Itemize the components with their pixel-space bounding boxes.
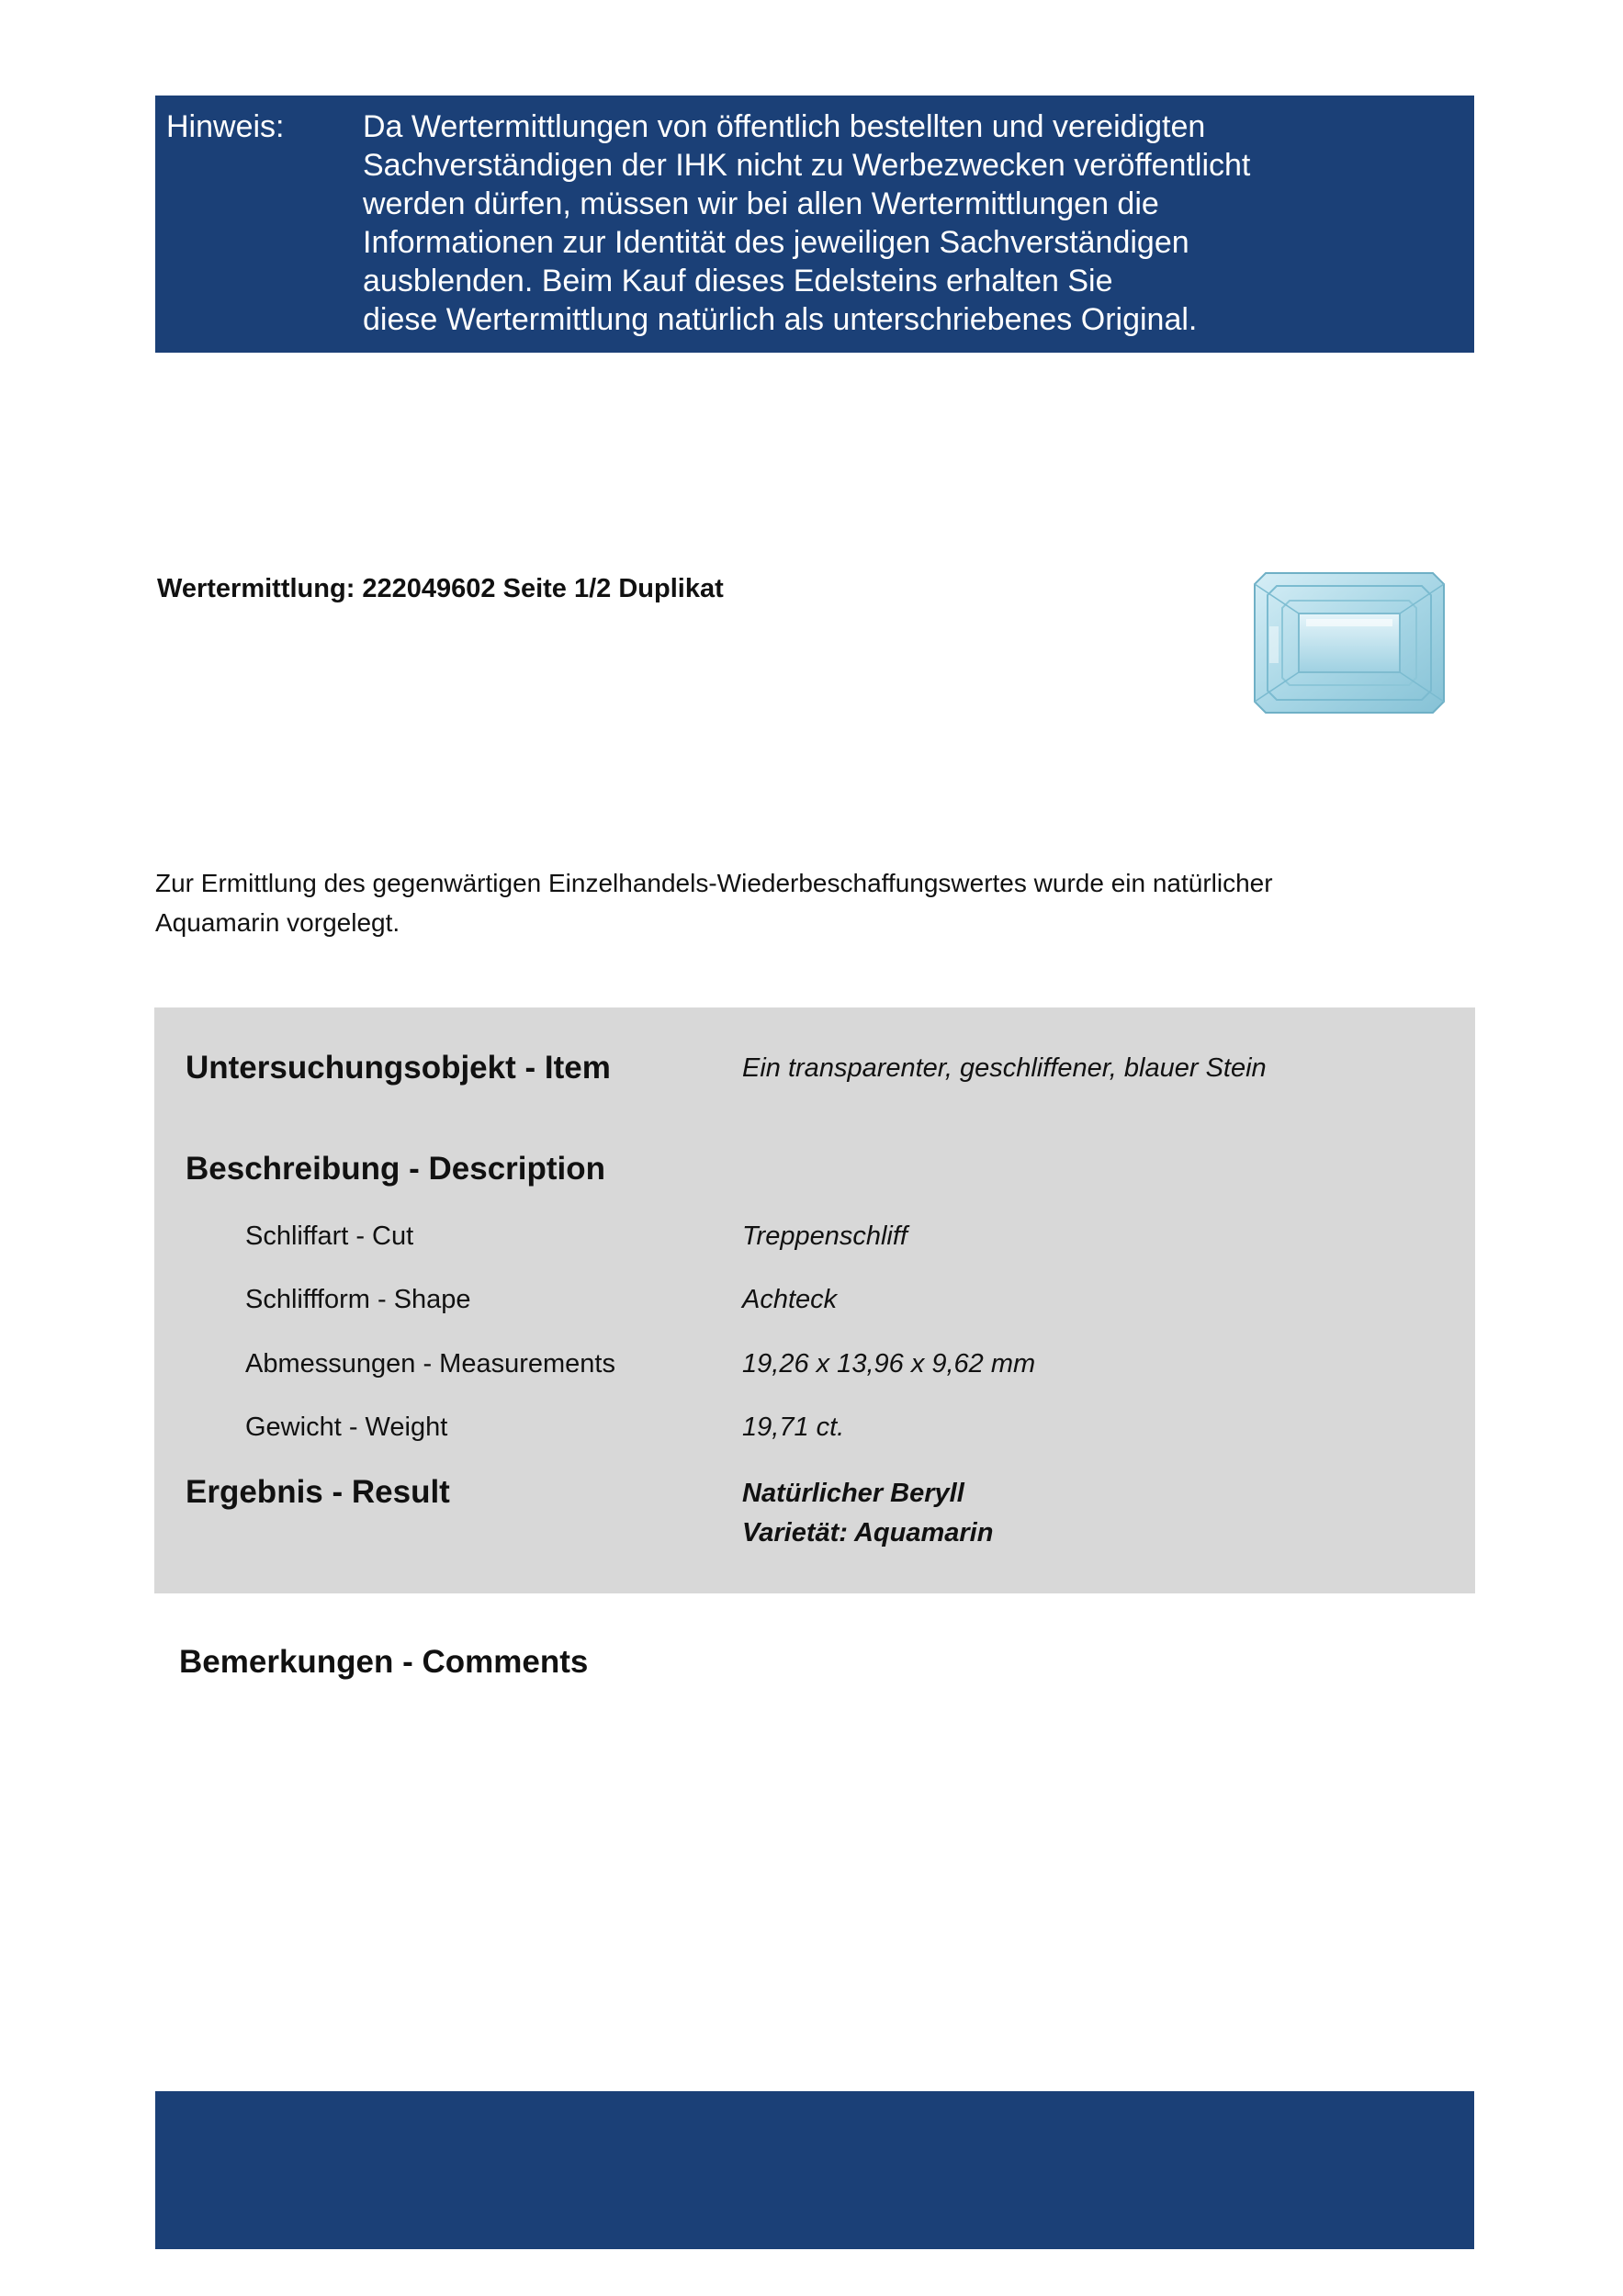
- measurements-label: Abmessungen - Measurements: [245, 1349, 615, 1379]
- notice-box: [155, 96, 1474, 353]
- notice-line: diese Wertermittlung natürlich als unterschriebenes Original.: [363, 302, 1198, 337]
- description-heading: Beschreibung - Description: [186, 1151, 606, 1187]
- weight-label: Gewicht - Weight: [245, 1412, 448, 1442]
- item-value: Ein transparenter, geschliffener, blauer Stein: [742, 1053, 1267, 1083]
- notice-line: werden dürfen, müssen wir bei allen Wertermittlungen die: [363, 186, 1159, 221]
- notice-label: Hinweis:: [166, 109, 285, 144]
- notice-line: ausblenden. Beim Kauf dieses Edelsteins erhalten Sie: [363, 264, 1113, 298]
- weight-value: 19,71 ct.: [742, 1412, 845, 1442]
- item-heading: Untersuchungsobjekt - Item: [186, 1050, 611, 1086]
- result-value-species: Natürlicher Beryll: [742, 1479, 964, 1508]
- cut-value: Treppenschliff: [742, 1221, 907, 1251]
- result-heading: Ergebnis - Result: [186, 1474, 450, 1510]
- intro-line: Aquamarin vorgelegt.: [155, 908, 400, 937]
- cut-label: Schliffart - Cut: [245, 1221, 414, 1251]
- notice-text: [363, 107, 1250, 339]
- aquamarine-gem-image: [1253, 571, 1446, 715]
- notice-line: Informationen zur Identität des jeweiligen Sachverständigen: [363, 225, 1189, 260]
- result-value-variety: Varietät: Aquamarin: [742, 1518, 994, 1548]
- shape-value: Achteck: [742, 1285, 838, 1314]
- notice-line: Sachverständigen der IHK nicht zu Werbezwecken veröffentlicht: [363, 148, 1251, 183]
- intro-line: Zur Ermittlung des gegenwärtigen Einzelhandels-Wiederbeschaffungswertes wurde ein natürlicher: [155, 869, 1273, 897]
- intro-paragraph: [155, 863, 1474, 942]
- comments-heading: Bemerkungen - Comments: [179, 1644, 589, 1680]
- measurements-value: 19,26 x 13,96 x 9,62 mm: [742, 1349, 1036, 1379]
- report-reference: Wertermittlung: 222049602 Seite 1/2 Duplikat: [157, 574, 724, 603]
- report-panel: [154, 1007, 1475, 1593]
- notice-line: Da Wertermittlungen von öffentlich bestellten und vereidigten: [363, 109, 1206, 144]
- shape-label: Schliffform - Shape: [245, 1285, 471, 1314]
- footer-bar: [155, 2091, 1474, 2249]
